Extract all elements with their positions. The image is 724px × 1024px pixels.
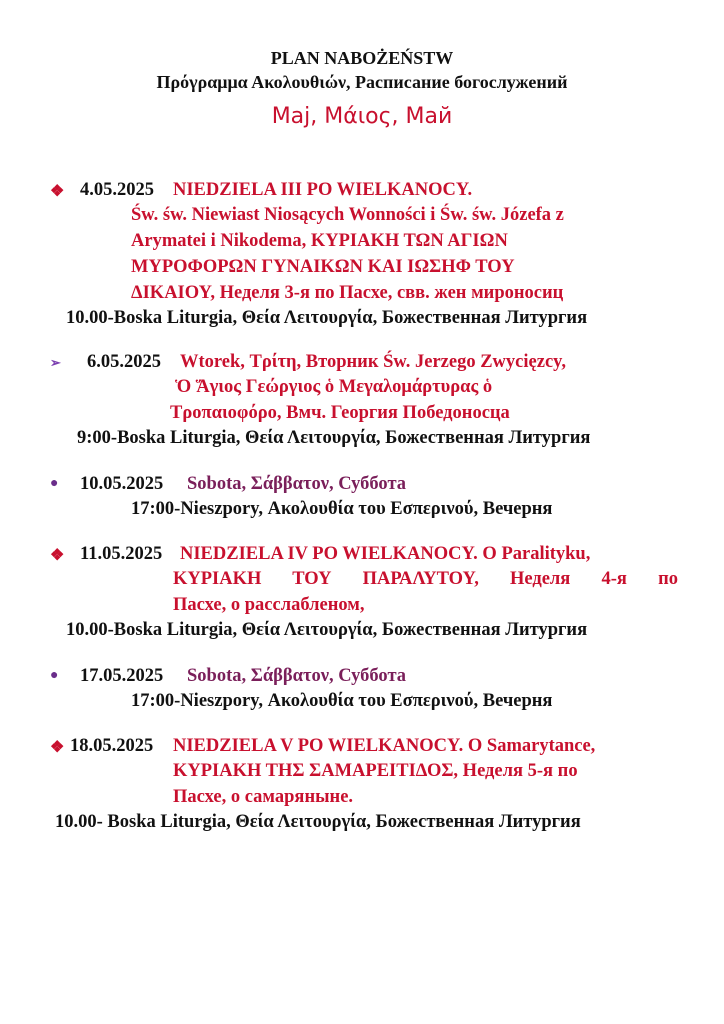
entry-title-line: ΜΥΡΟΦΟΡΩΝ ΓΥΝΑΙΚΩΝ ΚΑΙ ΙΩΣΗΦ ΤΟΥ bbox=[131, 257, 515, 277]
page-subtitle: Πρόγραμμα Ακολουθιών, Расписание богослужений bbox=[156, 72, 568, 92]
page-title: PLAN NABOŻEŃSTW bbox=[270, 48, 454, 68]
entry-title-line: Św. św. Niewiast Niosących Wonności i Św. św. Józefa z bbox=[131, 205, 564, 225]
diamond-icon: ❖ bbox=[50, 183, 65, 200]
entry-service: 10.00- Boska Liturgia, Θεία Λειτουργία, Божественная Литургия bbox=[55, 812, 581, 832]
entry-date: 17.05.2025 bbox=[80, 666, 164, 686]
entry-service: 17:00-Nieszpory, Ακολουθία του Εσπερινού, Вечерня bbox=[131, 499, 553, 519]
entry-title-line: ΚΥΡΙΑΚΗ ΤΟΥ ΠΑΡΑΛΥΤΟΥ, Неделя 4-я по bbox=[173, 569, 678, 589]
diamond-icon: ❖ bbox=[50, 739, 65, 756]
entry-title-line: Arymatei i Nikodema, ΚΥΡΙΑΚΗ ΤΩΝ ΑΓΙΩΝ bbox=[131, 231, 508, 251]
entry-title-line: Τροπαιοφόρο, Вмч. Георгия Победоносца bbox=[170, 403, 510, 423]
dot-icon: ● bbox=[50, 476, 59, 491]
arrow-icon: ➢ bbox=[50, 355, 61, 370]
entry-date: 6.05.2025 bbox=[87, 352, 161, 372]
entry-title-line: Wtorek, Τρίτη, Вторник Św. Jerzego Zwycięzcy, bbox=[180, 352, 567, 372]
entry-date: 4.05.2025 bbox=[80, 180, 154, 200]
diamond-icon: ❖ bbox=[50, 547, 65, 564]
entry-title-line: ΔΙΚΑΙΟΥ, Неделя 3-я по Пасхе, свв. жен мироносиц bbox=[131, 283, 564, 303]
entry-date: 18.05.2025 bbox=[70, 736, 154, 756]
entry-date: 10.05.2025 bbox=[80, 474, 164, 494]
entry-title-line: Sobota, Σάββατον, Суббота bbox=[187, 666, 407, 686]
entry-title-line: Пасхе, о самаряныне. bbox=[173, 787, 354, 807]
entry-title-line: NIEDZIELA V PO WIELKANOCY. O Samarytance, bbox=[173, 736, 596, 756]
entry-service: 17:00-Nieszpory, Ακολουθία του Εσπερινού, Вечерня bbox=[131, 691, 553, 711]
month-heading: Maj, Μάιος, Май bbox=[271, 104, 453, 129]
entry-title-line: Sobota, Σάββατον, Суббота bbox=[187, 474, 407, 494]
entry-title-line: Ὁ Ἅγιος Γεώργιος ὁ Μεγαλομάρτυρας ὁ bbox=[175, 377, 493, 397]
entry-title-line: NIEDZIELA III PO WIELKANOCY. bbox=[173, 180, 473, 200]
entry-service: 10.00-Boska Liturgia, Θεία Λειτουργία, Божественная Литургия bbox=[66, 620, 588, 640]
entry-service: 9:00-Boska Liturgia, Θεία Λειτουργία, Божественная Литургия bbox=[77, 428, 591, 448]
entry-service: 10.00-Boska Liturgia, Θεία Λειτουργία, Божественная Литургия bbox=[66, 308, 588, 328]
entry-title-line: Пасхе, о расслабленом, bbox=[173, 595, 365, 615]
dot-icon: ● bbox=[50, 668, 59, 683]
entry-title-line: NIEDZIELA IV PO WIELKANOCY. O Paralityku, bbox=[180, 544, 591, 564]
entry-title-line: ΚΥΡΙΑΚΗ ΤΗΣ ΣΑΜΑΡΕΙΤΙΔΟΣ, Неделя 5-я по bbox=[173, 761, 578, 781]
entry-date: 11.05.2025 bbox=[80, 544, 163, 564]
